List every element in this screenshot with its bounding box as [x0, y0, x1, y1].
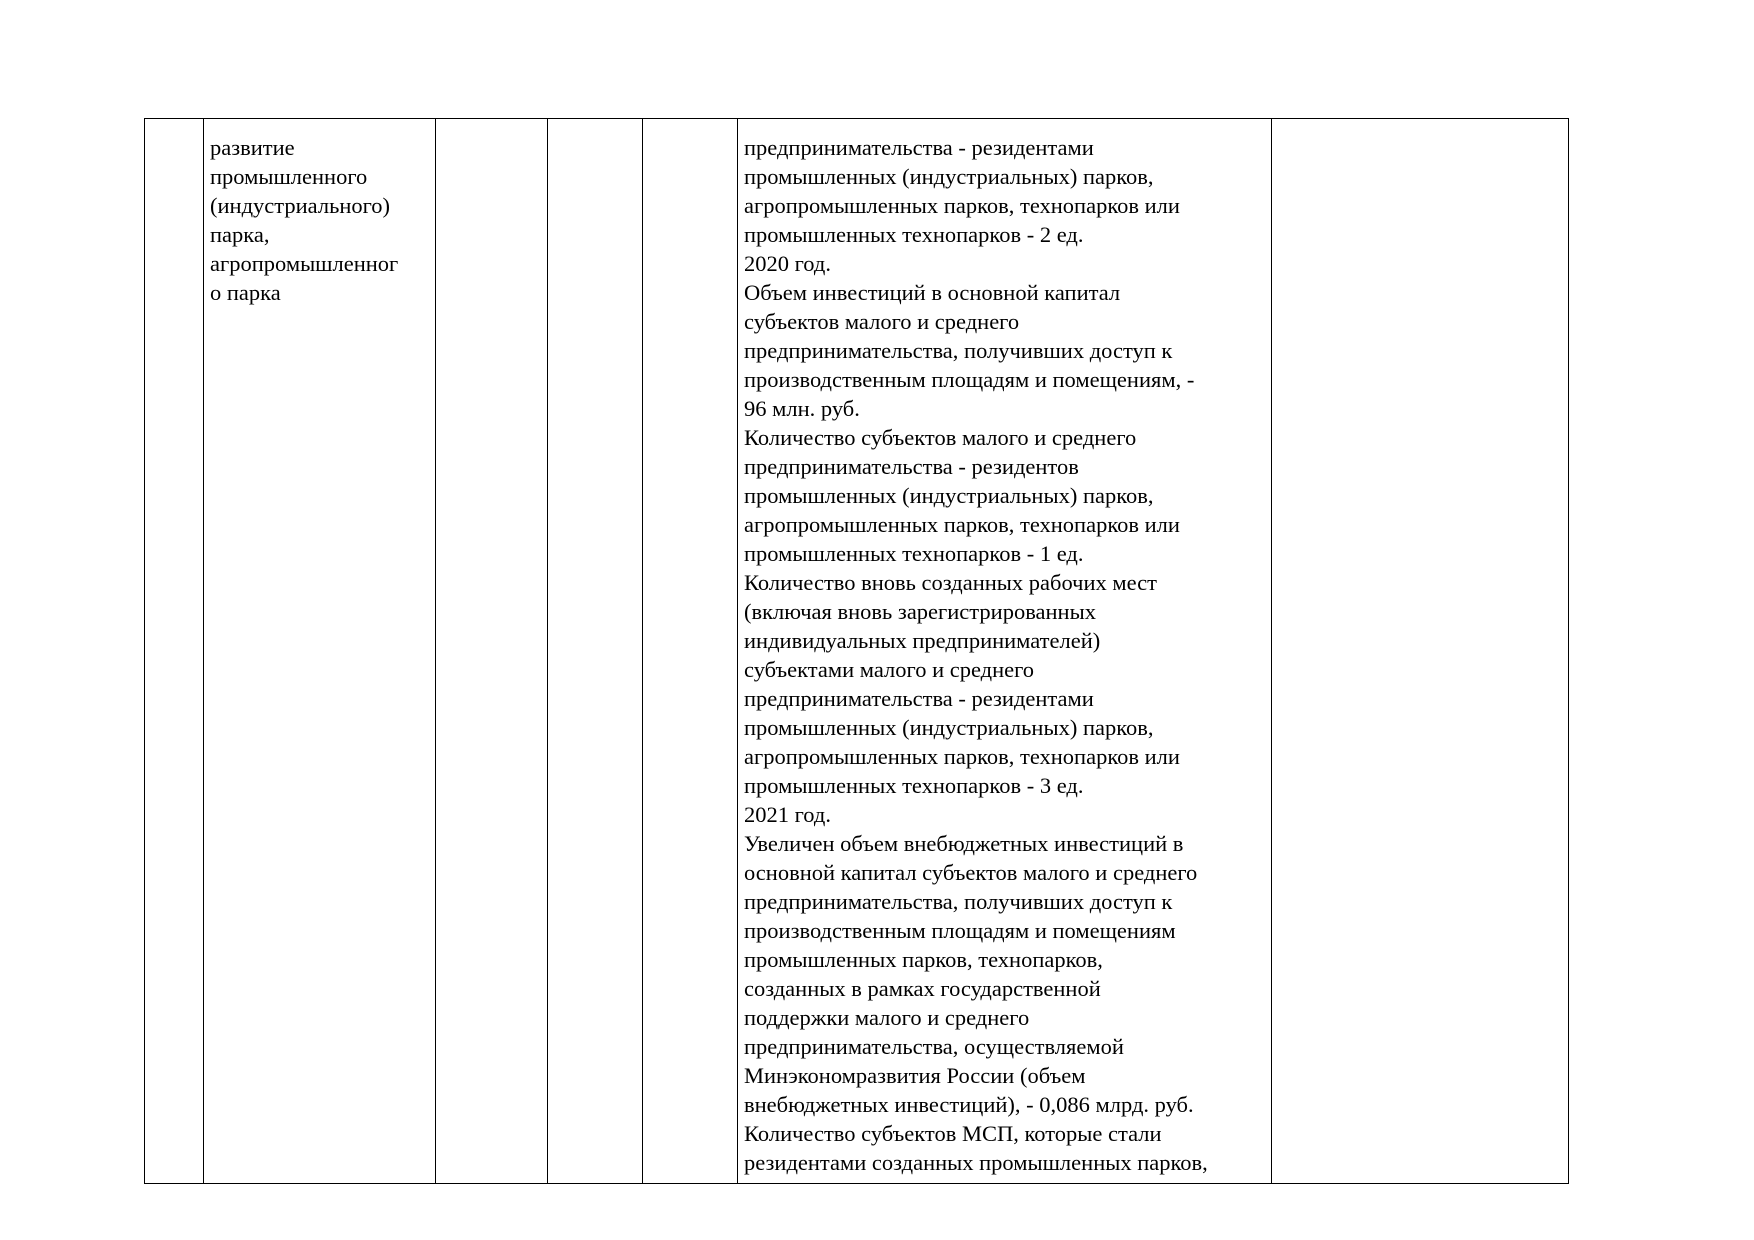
cell-number	[145, 119, 204, 1184]
document-table	[144, 118, 1569, 1184]
text-line: предпринимательства, получивших доступ к	[744, 338, 1173, 363]
text-line: промышленных технопарков - 2 ед.	[744, 222, 1084, 247]
text-line: производственным площадям и помещениям	[744, 918, 1176, 943]
text-line: Количество субъектов МСП, которые стали	[744, 1121, 1162, 1146]
text-line: промышленных технопарков - 1 ед.	[744, 541, 1084, 566]
text-line: внебюджетных инвестиций), - 0,086 млрд. руб.	[744, 1092, 1194, 1117]
text-line: промышленного	[210, 164, 368, 189]
text-line: промышленных (индустриальных) парков,	[744, 164, 1154, 189]
text-line: развитие	[210, 135, 295, 160]
cell-empty-7	[1272, 119, 1569, 1184]
text-line: основной капитал субъектов малого и среднего	[744, 860, 1198, 885]
text-line: (индустриального)	[210, 193, 391, 218]
table-row	[145, 119, 1569, 1184]
text-line: предпринимательства, осуществляемой	[744, 1034, 1124, 1059]
text-line: промышленных технопарков - 3 ед.	[744, 773, 1084, 798]
text-line: 2020 год.	[744, 251, 831, 276]
text-line: предпринимательства - резидентов	[744, 454, 1079, 479]
text-line: Увеличен объем внебюджетных инвестиций в	[744, 831, 1184, 856]
text-line: промышленных (индустриальных) парков,	[744, 483, 1154, 508]
cell-empty-4	[548, 119, 643, 1184]
text-line: созданных в рамках государственной	[744, 976, 1101, 1001]
text-line: резидентами созданных промышленных парков,	[744, 1150, 1208, 1175]
cell-empty-5	[643, 119, 738, 1184]
text-line: предпринимательства - резидентами	[744, 686, 1094, 711]
text-line: о парка	[210, 280, 281, 305]
text-line: Минэкономразвития России (объем	[744, 1063, 1086, 1088]
cell-empty-3	[436, 119, 548, 1184]
text-line: промышленных (индустриальных) парков,	[744, 715, 1154, 740]
text-line: агропромышленных парков, технопарков или	[744, 512, 1180, 537]
text-line: Объем инвестиций в основной капитал	[744, 280, 1121, 305]
text-line: агропромышленног	[210, 251, 399, 276]
text-line: предпринимательства, получивших доступ к	[744, 889, 1173, 914]
text-line: 2021 год.	[744, 802, 831, 827]
text-line: (включая вновь зарегистрированных	[744, 599, 1096, 624]
text-line: Количество вновь созданных рабочих мест	[744, 570, 1157, 595]
cell-activity-name	[204, 119, 436, 1184]
text-line: 96 млн. руб.	[744, 396, 860, 421]
text-line: поддержки малого и среднего	[744, 1005, 1030, 1030]
text-line: парка,	[210, 222, 270, 247]
text-line: агропромышленных парков, технопарков или	[744, 744, 1180, 769]
text-line: Количество субъектов малого и среднего	[744, 425, 1137, 450]
text-line: индивидуальных предпринимателей)	[744, 628, 1101, 653]
cell-indicators	[738, 119, 1272, 1184]
text-line: промышленных парков, технопарков,	[744, 947, 1103, 972]
text-line: производственным площадям и помещениям, -	[744, 367, 1195, 392]
text-line: субъектами малого и среднего	[744, 657, 1035, 682]
text-line: субъектов малого и среднего	[744, 309, 1020, 334]
text-line: агропромышленных парков, технопарков или	[744, 193, 1180, 218]
text-line: предпринимательства - резидентами	[744, 135, 1094, 160]
